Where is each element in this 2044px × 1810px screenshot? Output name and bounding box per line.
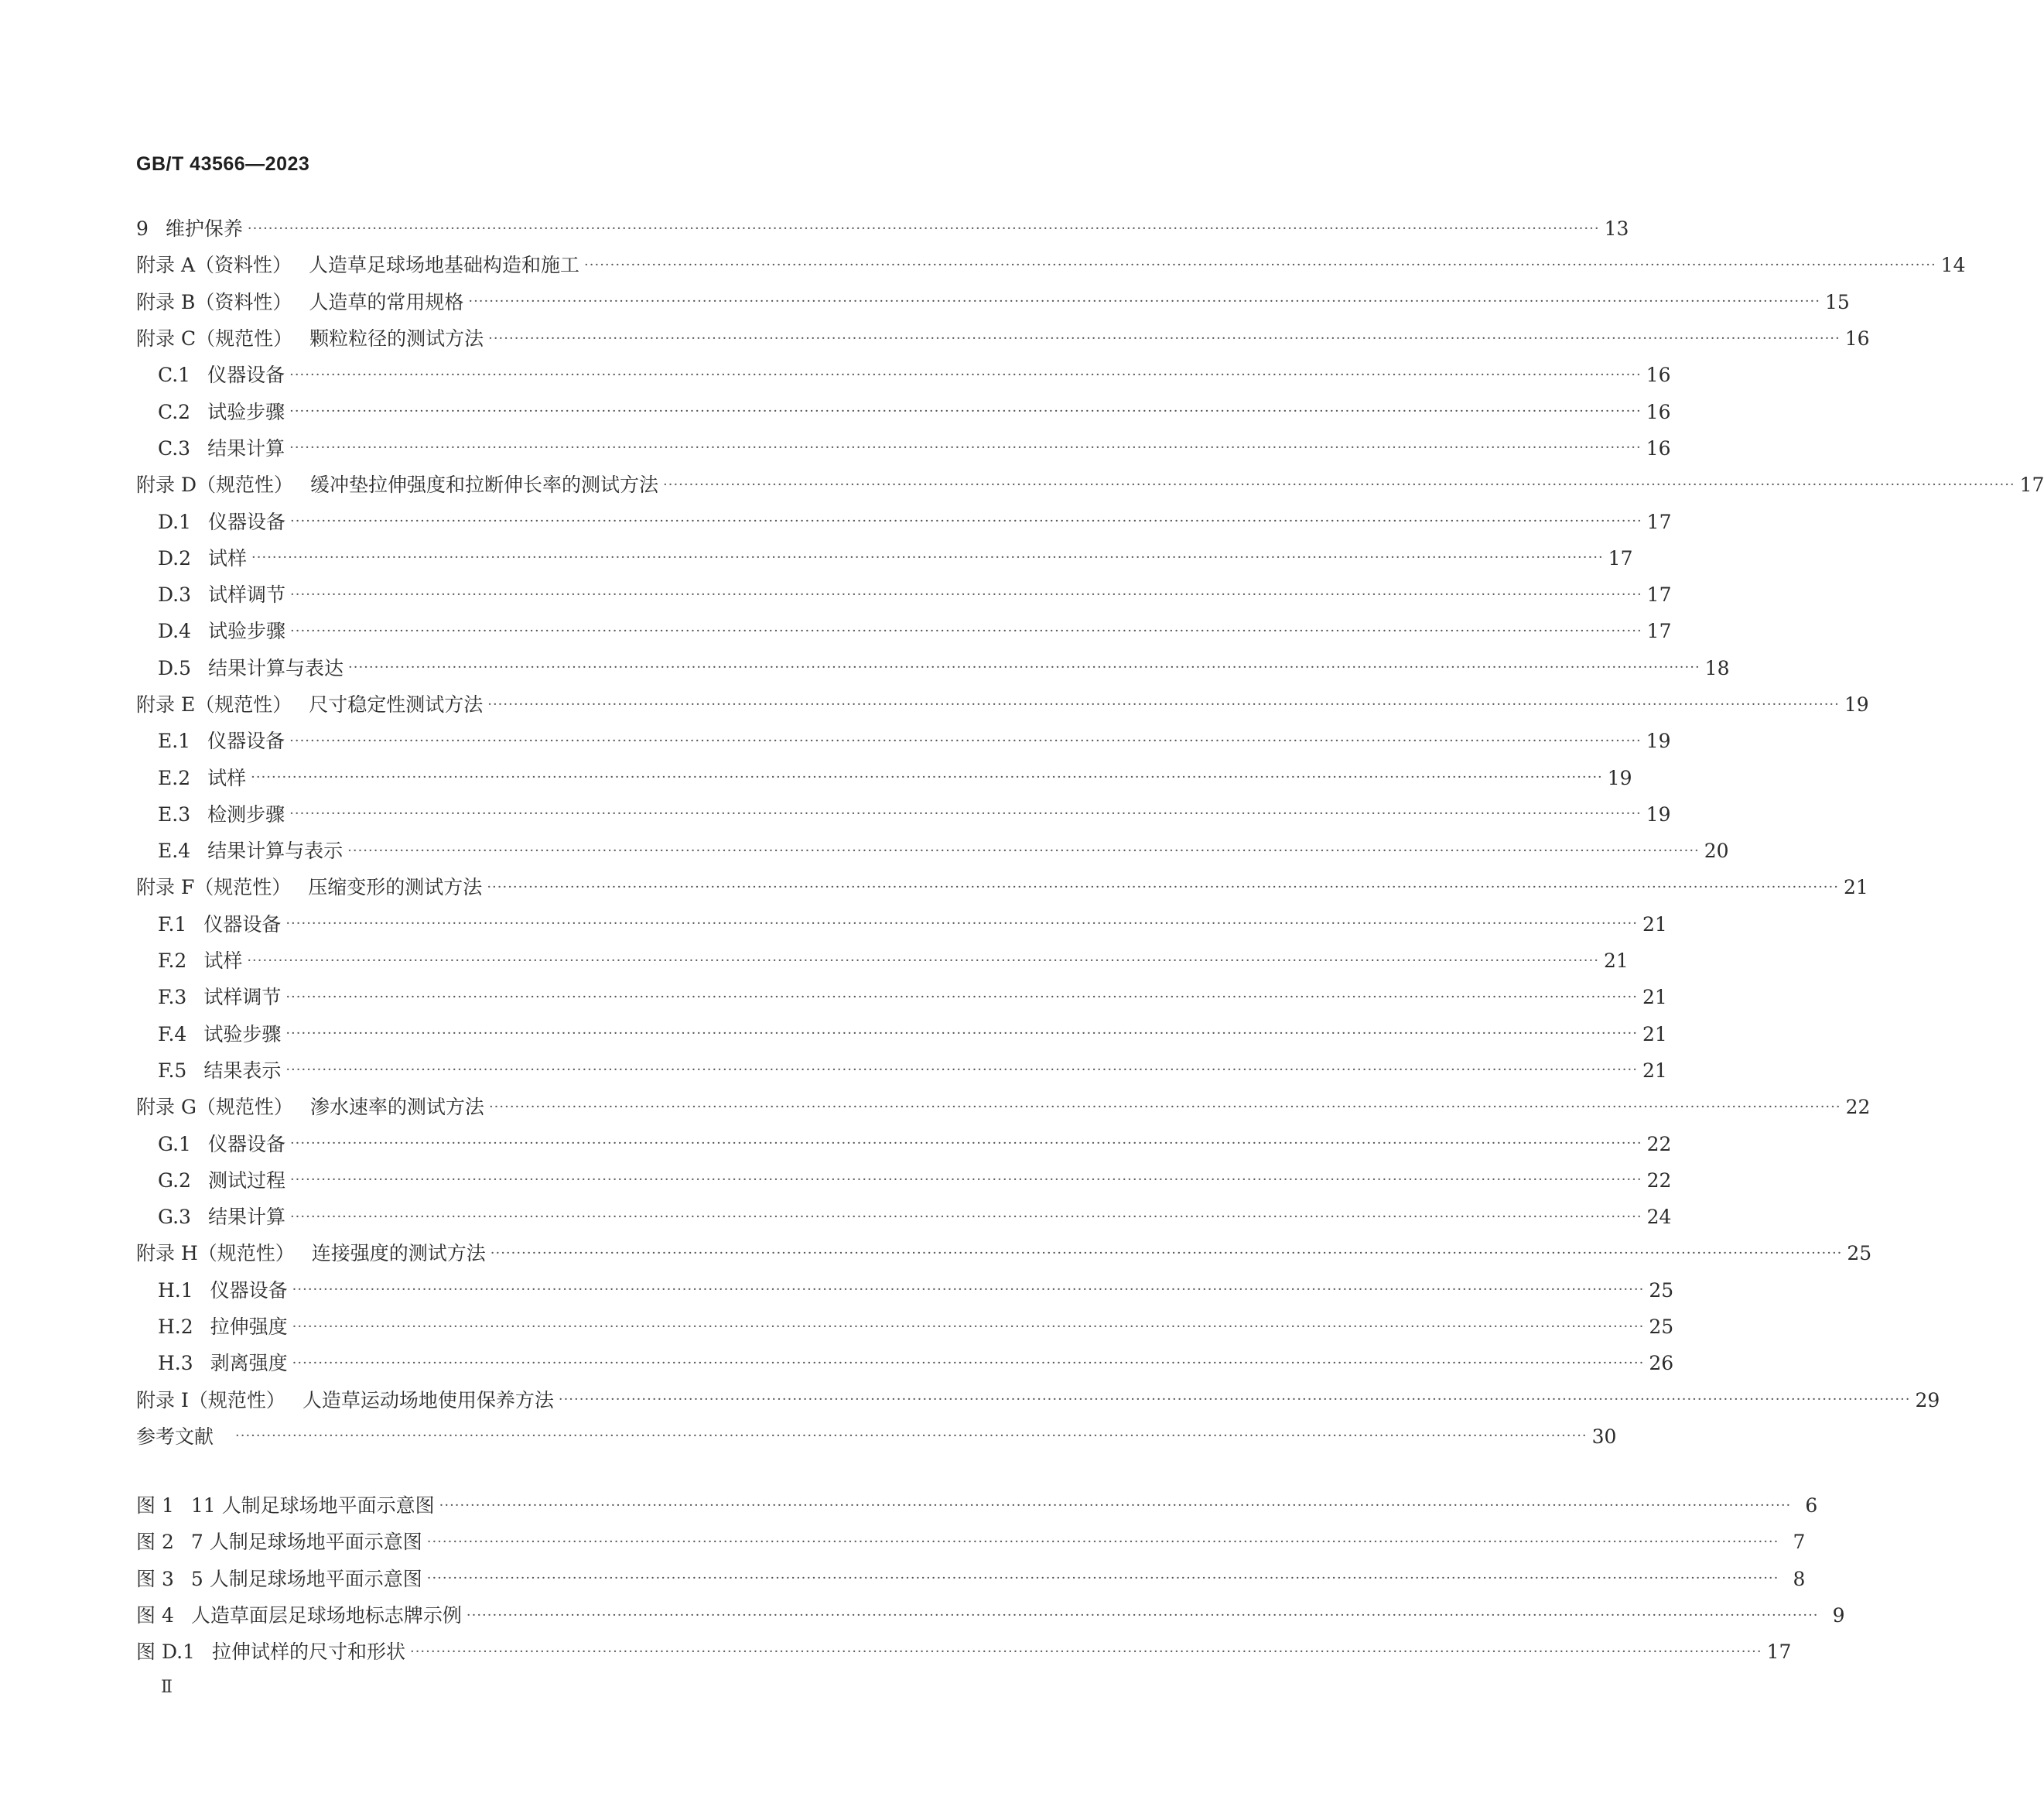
entry-label	[136, 695, 483, 714]
dot-leader: ····································································································································································································································································	[285, 988, 1638, 1005]
entry-label	[136, 1569, 422, 1589]
toc-entry[interactable]	[136, 723, 1671, 759]
dot-leader: ····································································································································································································································································	[292, 1281, 1645, 1298]
entry-label	[136, 1641, 405, 1664]
entry-number: 附录 A（资料性）	[136, 254, 292, 277]
figure-entry[interactable]	[136, 1487, 1818, 1524]
dot-leader: ····································································································································································································································································	[290, 513, 1642, 530]
entry-number: D.5	[158, 656, 192, 679]
dot-leader: ····································································································································································································································································	[289, 806, 1642, 823]
entry-label	[158, 1278, 288, 1302]
entry-page-number: 19	[1844, 693, 1869, 716]
dot-leader: ····································································································································································································································································	[289, 366, 1642, 383]
entry-page-number: 14	[1940, 254, 1966, 277]
entry-title: 试验步骤	[208, 620, 286, 643]
dot-leader: ····································································································································································································································································	[468, 293, 1820, 310]
dot-leader: ····································································································································································································································································	[487, 696, 1840, 713]
toc-entry[interactable]	[136, 320, 1870, 357]
entry-number: G.1	[158, 1132, 191, 1155]
entry-label	[158, 1061, 281, 1080]
entry-title: 人造草面层足球场地标志牌示例	[190, 1604, 462, 1627]
entry-title: 试样调节	[208, 583, 286, 607]
dot-leader: ····································································································································································································································································	[584, 256, 1936, 273]
toc-entry[interactable]	[136, 503, 1672, 539]
entry-number: H.2	[158, 1316, 193, 1339]
entry-title: 结果计算与表示	[207, 840, 344, 863]
dot-leader: ····································································································································································································································································	[347, 842, 1700, 859]
toc-entry[interactable]	[136, 1382, 1940, 1418]
entry-label	[158, 1316, 288, 1339]
dot-leader: ····································································································································································································································································	[289, 440, 1642, 457]
toc-entry[interactable]	[136, 906, 1667, 943]
entry-page-number: 25	[1847, 1242, 1872, 1265]
dot-leader: ····································································································································································································································································	[251, 769, 1603, 786]
entry-number: G.3	[158, 1206, 191, 1229]
entry-page-number: 16	[1844, 327, 1870, 351]
entry-page-number: 30	[1591, 1425, 1617, 1448]
entry-title: 5 人制足球场地平面示意图	[190, 1567, 422, 1590]
entry-title: 仪器设备	[207, 364, 285, 387]
toc-entry[interactable]	[136, 1125, 1672, 1162]
entry-page-number: 13	[1604, 217, 1629, 241]
entry-page-number: 18	[1704, 656, 1730, 679]
toc-entry[interactable]	[136, 759, 1632, 796]
dot-leader: ····································································································································································································································································	[488, 1098, 1841, 1115]
toc-entry[interactable]	[136, 393, 1671, 429]
dot-leader: ····································································································································································································································································	[251, 549, 1604, 566]
entry-label	[158, 768, 246, 788]
entry-page-number: 19	[1607, 766, 1632, 789]
entry-number: F.1	[158, 912, 187, 936]
entry-label	[136, 1097, 484, 1117]
entry-title: 维护保养	[165, 217, 243, 241]
entry-page-number: 20	[1704, 840, 1729, 863]
entry-title: 人造草足球场地基础构造和施工	[309, 254, 580, 277]
entry-page-number: 25	[1649, 1278, 1674, 1302]
entry-number: 附录 C（规范性）	[136, 327, 293, 351]
entry-title: 结果计算与表达	[208, 656, 344, 679]
entry-page-number: 17	[2019, 474, 2044, 497]
dot-leader: ····································································································································································································································································	[466, 1606, 1819, 1624]
figure-list	[136, 1487, 1845, 1670]
entry-label	[136, 327, 484, 351]
figure-entry[interactable]	[136, 1561, 1806, 1597]
toc-entry[interactable]	[136, 284, 1850, 320]
entry-label	[136, 878, 482, 897]
toc-entry[interactable]	[136, 247, 1966, 283]
entry-page-number: 17	[1766, 1641, 1792, 1664]
toc-entry[interactable]	[136, 613, 1672, 649]
entry-page-number: 21	[1843, 876, 1868, 899]
page-number: Ⅱ	[161, 1678, 173, 1697]
toc-entry[interactable]	[136, 1016, 1667, 1052]
toc-entry[interactable]	[136, 1309, 1674, 1345]
entry-label	[158, 402, 285, 422]
entry-page-number: 22	[1646, 1132, 1672, 1155]
entry-title: 拉伸强度	[210, 1316, 288, 1339]
entry-label	[158, 1134, 285, 1154]
toc-entry[interactable]	[136, 1272, 1674, 1309]
dot-leader: ····································································································································································································································································	[290, 622, 1642, 639]
toc-entry[interactable]	[136, 577, 1672, 613]
entry-title: 缓冲垫拉伸强度和拉断伸长率的测试方法	[310, 474, 659, 497]
entry-label	[136, 1427, 231, 1446]
entry-title: 连接强度的测试方法	[311, 1242, 486, 1265]
toc-entry[interactable]	[136, 1418, 1617, 1455]
entry-number: D.1	[158, 510, 192, 533]
entry-number: 附录 E（规范性）	[136, 693, 292, 716]
toc-entry[interactable]	[136, 796, 1671, 833]
dot-leader: ····································································································································································································································································	[348, 659, 1700, 676]
entry-title: 尺寸稳定性测试方法	[309, 693, 484, 716]
dot-leader: ····································································································································································································································································	[487, 878, 1839, 895]
toc-entry[interactable]	[136, 650, 1730, 686]
entry-number: 图 4	[136, 1604, 174, 1627]
entry-title: 试样	[203, 949, 243, 973]
toc-entry[interactable]	[136, 1162, 1672, 1199]
dot-leader: ····································································································································································································································································	[490, 1244, 1843, 1261]
entry-number: D.4	[158, 620, 192, 643]
entry-label	[158, 1353, 288, 1373]
entry-page-number: 25	[1649, 1316, 1674, 1339]
entry-page-number: 7	[1793, 1531, 1806, 1554]
entry-page-number: 9	[1832, 1604, 1845, 1627]
entry-number: D.3	[158, 583, 192, 607]
toc-entry[interactable]	[136, 467, 2044, 503]
dot-leader: ····································································································································································································································································	[289, 1172, 1642, 1189]
entry-label	[158, 841, 343, 861]
entry-page-number: 16	[1646, 436, 1671, 460]
entry-number: F.5	[158, 1059, 187, 1082]
entry-page-number: 21	[1603, 949, 1629, 973]
entry-title: 试验步骤	[203, 1022, 282, 1045]
entry-number: 附录 G（规范性）	[136, 1096, 293, 1119]
entry-label	[158, 365, 285, 385]
entry-title: 试样	[207, 766, 247, 789]
entry-label	[158, 1022, 282, 1045]
entry-label	[158, 949, 243, 973]
entry-page-number: 19	[1646, 730, 1671, 753]
toc-entry[interactable]	[136, 979, 1667, 1015]
dot-leader: ····································································································································································································································································	[289, 732, 1642, 749]
entry-title: 结果计算	[207, 436, 285, 460]
entry-label	[158, 802, 285, 826]
entry-label	[158, 621, 285, 641]
entry-number: 图 1	[136, 1494, 174, 1517]
toc-entry[interactable]	[136, 357, 1671, 393]
entry-number: 附录 I（规范性）	[136, 1388, 285, 1411]
entry-label	[158, 512, 285, 532]
entry-page-number: 26	[1649, 1352, 1674, 1375]
entry-title: 压缩变形的测试方法	[308, 876, 483, 899]
entry-page-number: 29	[1915, 1388, 1940, 1411]
entry-page-number: 16	[1646, 364, 1671, 387]
entry-number: 图 2	[136, 1531, 174, 1554]
toc-entry[interactable]	[136, 210, 1629, 247]
entry-title: 拉伸试样的尺寸和形状	[211, 1641, 405, 1664]
figure-entry[interactable]	[136, 1634, 1792, 1670]
entry-title: 结果表示	[203, 1059, 282, 1082]
entry-title: 7 人制足球场地平面示意图	[190, 1531, 422, 1554]
entry-title: 颗粒粒径的测试方法	[309, 327, 484, 351]
entry-title: 人造草的常用规格	[309, 290, 464, 313]
entry-label	[158, 731, 285, 751]
entry-page-number: 16	[1646, 400, 1671, 423]
entry-label	[158, 912, 282, 936]
dot-leader: ····································································································································································································································································	[439, 1497, 1792, 1514]
entry-page-number: 17	[1646, 583, 1672, 607]
dot-leader: ····································································································································································································································································	[292, 1318, 1645, 1335]
entry-title: 测试过程	[207, 1168, 285, 1192]
entry-label	[136, 290, 464, 313]
entry-number: C.1	[158, 364, 191, 387]
standard-code: GB/T 43566—2023	[136, 153, 310, 175]
dot-leader: ····································································································································································································································································	[426, 1533, 1779, 1550]
toc-entry[interactable]	[136, 1345, 1674, 1381]
dot-leader: ····································································································································································································································································	[289, 1135, 1642, 1152]
entry-number: E.4	[158, 840, 191, 863]
entry-number: C.3	[158, 436, 191, 460]
entry-number: H.1	[158, 1278, 193, 1302]
entry-page-number: 17	[1608, 546, 1633, 570]
entry-number: C.2	[158, 400, 191, 423]
dot-leader: ····································································································································································································································································	[292, 1354, 1645, 1371]
entry-number: 图 D.1	[136, 1641, 195, 1664]
entry-page-number: 22	[1646, 1168, 1672, 1192]
entry-label	[136, 474, 659, 497]
entry-label	[158, 1168, 285, 1192]
entry-page-number: 21	[1642, 1022, 1667, 1045]
toc-entry[interactable]	[136, 1235, 1872, 1271]
dot-leader: ····································································································································································································································································	[663, 476, 2015, 493]
entry-number: G.2	[158, 1168, 191, 1192]
entry-label	[136, 255, 579, 275]
entry-title: 仪器设备	[207, 1132, 285, 1155]
entry-number: F.3	[158, 986, 187, 1009]
entry-title: 仪器设备	[203, 912, 282, 936]
entry-title: 试验步骤	[207, 400, 285, 423]
entry-number: F.4	[158, 1022, 187, 1045]
toc-entry[interactable]	[136, 430, 1671, 467]
entry-title: 仪器设备	[210, 1278, 288, 1302]
dot-leader: ····································································································································································································································································	[290, 586, 1642, 603]
entry-page-number: 24	[1646, 1206, 1672, 1229]
entry-title: 检测步骤	[207, 802, 285, 826]
dot-leader: ····································································································································································································································································	[558, 1391, 1911, 1408]
entry-title: 仪器设备	[208, 510, 286, 533]
entry-label	[136, 1244, 486, 1263]
dot-leader: ····································································································································································································································································	[235, 1428, 1588, 1445]
entry-label	[136, 1606, 462, 1625]
dot-leader: ····································································································································································································································································	[285, 1025, 1638, 1042]
entry-number: 附录 D（规范性）	[136, 474, 293, 497]
entry-page-number: 19	[1646, 802, 1671, 826]
entry-page-number: 17	[1646, 510, 1672, 533]
entry-title: 剥离强度	[210, 1352, 288, 1375]
entry-label	[136, 1388, 554, 1411]
entry-number: 图 3	[136, 1567, 174, 1590]
entry-title: 渗水速率的测试方法	[309, 1096, 484, 1119]
entry-label	[136, 1496, 435, 1515]
entry-number: F.2	[158, 949, 187, 973]
entry-number: E.3	[158, 802, 191, 826]
entry-title: 11 人制足球场地平面示意图	[190, 1494, 435, 1517]
entry-label	[136, 1532, 422, 1552]
toc-entry[interactable]	[136, 869, 1868, 905]
dot-leader: ····································································································································································································································································	[289, 1208, 1642, 1225]
entry-number: 附录 H（规范性）	[136, 1242, 295, 1265]
entry-page-number: 21	[1642, 912, 1667, 936]
entry-page-number: 8	[1793, 1567, 1806, 1590]
toc-entry[interactable]	[136, 540, 1633, 577]
toc-entry[interactable]	[136, 1199, 1672, 1235]
entry-page-number: 15	[1824, 290, 1850, 313]
table-of-contents	[136, 210, 2044, 1455]
dot-leader: ····································································································································································································································································	[285, 1062, 1638, 1079]
entry-label	[158, 987, 281, 1007]
dot-leader: ····································································································································································································································································	[285, 915, 1638, 932]
toc-entry[interactable]	[136, 943, 1629, 979]
entry-title: 结果计算	[207, 1206, 285, 1229]
dot-leader: ····································································································································································································································································	[409, 1643, 1762, 1660]
entry-page-number: 22	[1845, 1096, 1871, 1119]
toc-entry[interactable]	[136, 833, 1729, 869]
dot-leader: ····································································································································································································································································	[426, 1570, 1779, 1587]
figure-entry[interactable]	[136, 1524, 1806, 1560]
entry-label	[158, 1207, 285, 1227]
dot-leader: ····································································································································································································································································	[488, 330, 1841, 347]
dot-leader: ····································································································································································································································································	[289, 403, 1642, 420]
entry-number: E.1	[158, 730, 191, 753]
entry-number: H.3	[158, 1352, 193, 1375]
entry-label	[158, 436, 285, 460]
toc-entry[interactable]	[136, 1052, 1667, 1089]
entry-label	[158, 583, 286, 607]
entry-number: 附录 B（资料性）	[136, 290, 292, 313]
entry-number: 参考文献	[136, 1425, 214, 1448]
entry-title: 仪器设备	[207, 730, 285, 753]
entry-page-number: 6	[1805, 1494, 1818, 1517]
entry-page-number: 17	[1646, 620, 1672, 643]
entry-page-number: 21	[1642, 1059, 1667, 1082]
entry-title: 试样调节	[203, 986, 282, 1009]
entry-page-number: 21	[1642, 986, 1667, 1009]
entry-number: D.2	[158, 546, 192, 570]
entry-title: 人造草运动场地使用保养方法	[302, 1388, 554, 1411]
figure-entry[interactable]	[136, 1597, 1845, 1634]
dot-leader: ····································································································································································································································································	[247, 220, 1600, 237]
entry-number: 9	[136, 217, 149, 241]
entry-label	[158, 656, 344, 679]
entry-label	[136, 217, 243, 241]
dot-leader: ····································································································································································································································································	[247, 952, 1599, 969]
entry-number: E.2	[158, 766, 191, 789]
entry-number: 附录 F（规范性）	[136, 876, 292, 899]
entry-title: 试样	[208, 546, 248, 570]
toc-entry[interactable]	[136, 1089, 1871, 1125]
toc-entry[interactable]	[136, 686, 1869, 723]
entry-label	[158, 546, 248, 570]
